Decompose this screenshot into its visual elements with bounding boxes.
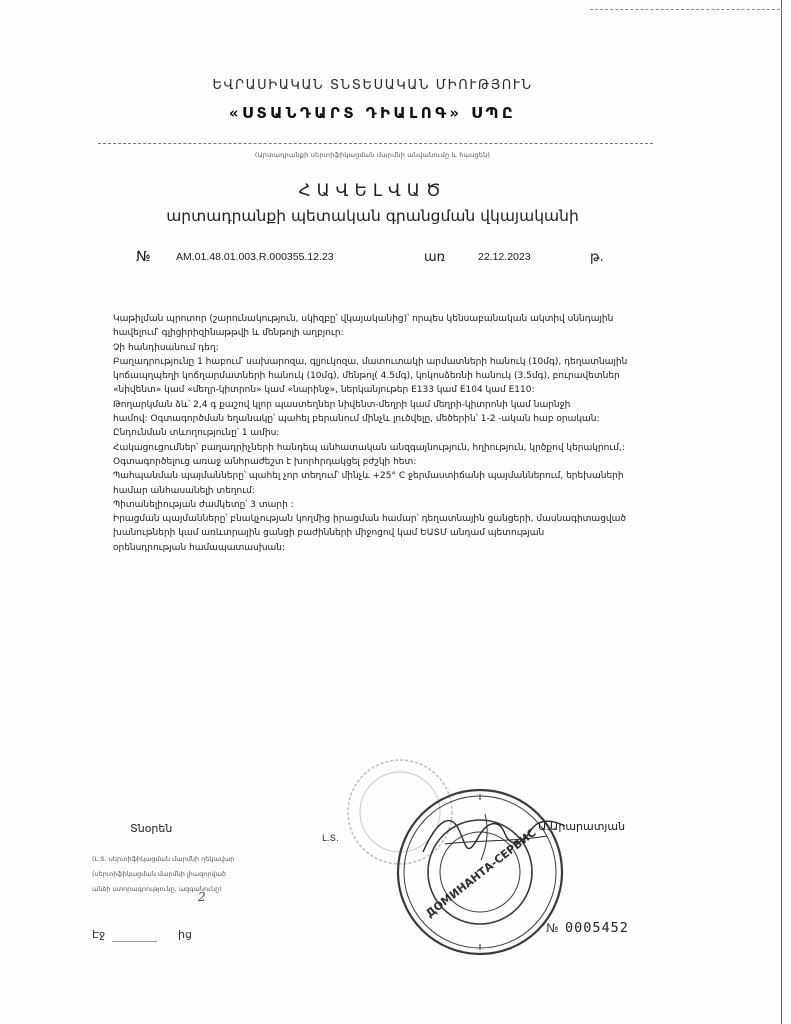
body-line: Բաղադրությունը 1 հաբում՝ սախարոզա, գլյուկոզա, մատուտակի արմատների հանուկ (10մգ), դեղատնային [113,356,628,367]
union-heading: ԵՎՐԱՍԻԱԿԱՆ ՏՆՏԵՍԱԿԱՆ ՄԻՈՒԹՅՈՒՆ [212,78,533,93]
certificate-number-line [0,249,791,269]
director-label: Տնօրեն [130,822,173,835]
top-dashed-line [590,9,780,10]
body-line: համով: Օգտագործման եղանակը՝ պահել բերանում մինչև լուծվելը, մեծերին՝ 1-2 -ական հաբ օրական: [113,414,600,425]
body-line: Իրացման պայմանները՝ բնակչության կողմից իրացման համար՝ դեղատնային ցանցերի, մասնագիտացված [113,514,626,525]
company-heading: «ՍՏԱՆԴԱՐՏ ԴԻԱԼՈԳ» ՍՊԸ [228,104,517,122]
director-name: Ա.Արարատյան [538,820,626,833]
serial-number-sign: № [546,921,559,935]
body-line: համար անհասանելի տեղում: [113,485,255,496]
body-line: Չի հանդիսանում դեղ: [113,342,219,353]
seal-note-line: (սերտիֆիկացման մարմնի լիազորված [92,870,226,878]
body-line: խանութների կամ առևտրային ցանցի բաժինների միջոցով կամ ԵԱՏՄ անդամ պետության [113,528,545,539]
body-text [113,312,713,555]
certificate-number: AM.01.48.01.003.R.000355.12.23 [176,251,334,263]
body-line: Օգտագործելուց առաջ անհրաժեշտ է խորհրդակցել բժշկի հետ: [113,456,417,467]
document-subtitle: արտադրանքի պետական գրանցման վկայականի [166,207,579,225]
body-line: Հակացուցումներ՝ բաղադրիչների հանդեպ անհատական անզգայնություն, հղիություն, կրծքով կերակրում,: [113,442,625,453]
body-line: Պահպանման պայմանները՝ պահել չոր տեղում՝ մինչև +25° C ջերմաստիճանի պայմաններում, երեխաների [113,471,624,482]
body-line: «նիվենտ» կամ «մեղր-կիտրոն» կամ «նարինջ», ներկանյութեր E133 կամ E104 կամ E110: [113,385,535,396]
certificate-date: 22.12.2023 [478,251,531,263]
signature [415,800,575,870]
page-label: Էջ [92,928,106,941]
body-line: Ընդունման տևողությունը՝ 1 ամիս: [113,428,280,439]
document-title: ՀԱՎԵԼՎԱԾ [298,181,447,201]
body-line: Թողարկման ձև՝ 2,4 գ քաշով կլոր պաստեղներ նիվենտ-մեղրի կամ մեղրի-կիտրոնի կամ նարնջի [113,399,571,410]
seal-note [92,852,234,897]
page-edge-line [781,0,782,1024]
page-of-label: ից [178,928,192,941]
seal-note-line: անձի ստորագրությունը, ազգանունը) [92,885,222,893]
body-line: օրենսդրության համապատասխան: [113,542,286,553]
date-label: առ [424,250,446,265]
ls-label: Լ.Տ. [322,834,339,844]
serial-number: 0005452 [565,920,629,936]
year-suffix: թ. [590,250,604,265]
body-line: Կաթիլման պրոտոր (շարունակություն, սկիզբը՝ վկայականից)՝ որպես կենսաբանական ակտիվ սննդային [113,314,614,324]
stamp-center-text: ДОМИНАНТА-СЕРВИС [423,826,539,921]
body-line: Պիտանելիության ժամկետը՝ 3 տարի : [113,499,294,510]
authority-note: (Արտադրանքի սերտիֆիկացման մարմնի անվանումը և հասցեն) [254,151,491,159]
header-separator [98,143,653,144]
page-blank-line [112,941,157,942]
seal-note-line: (Լ.Տ. սերտիֆիկացման մարմնի ղեկավար [92,855,235,863]
number-sign: № [136,249,151,265]
handwritten-page-number: 2 [198,890,206,904]
body-line: կոճապղպեղի կոճղարմատների հանուկ (10մգ), մենթոլ( 4.5մգ), կոկոսձեռնի հանուկ (3.5մգ), բուրավետներ [113,371,620,382]
body-line: հավելում՝ գլիցիրիզինաթթվի և մենթոլի աղբյուր: [113,328,344,339]
